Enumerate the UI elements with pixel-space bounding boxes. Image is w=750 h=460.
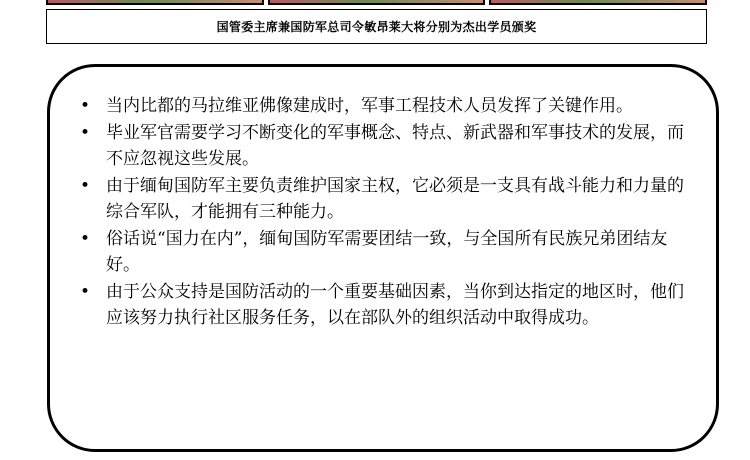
bullet-dot-icon: • <box>80 176 91 196</box>
list-item <box>80 226 700 278</box>
photo-right <box>489 0 707 5</box>
list-item-text: 毕业军官需要学习不断变化的军事概念、特点、新武器和军事技术的发展，而不应忽视这些发展。 <box>106 123 684 169</box>
list-item-text: 由于缅甸国防军主要负责维护国家主权，它必须是一支具有战斗能力和力量的综合军队，才能拥有三种能力。 <box>106 176 684 222</box>
bullet-dot-icon: • <box>80 123 91 143</box>
caption-text: 国管委主席兼国防军总司令敏昂莱大将分别为杰出学员颁奖 <box>216 20 537 34</box>
list-item <box>80 93 700 119</box>
list-item-text: 当内比都的马拉维亚佛像建成时，军事工程技术人员发挥了关键作用。 <box>106 96 633 116</box>
list-item <box>80 279 700 331</box>
photo-left <box>46 0 264 5</box>
bullet-box <box>47 64 719 452</box>
bullet-list <box>80 93 700 332</box>
list-item-text: 由于公众支持是国防活动的一个重要基础因素，当你到达指定的地区时，他们应该努力执行社区服务任务，以在部队外的组织活动中取得成功。 <box>106 282 684 328</box>
bullet-dot-icon: • <box>80 96 91 116</box>
bullet-dot-icon: • <box>80 229 91 249</box>
photo-middle <box>268 0 486 5</box>
list-item <box>80 120 700 172</box>
photo-strip <box>46 0 707 5</box>
bullet-dot-icon: • <box>80 282 91 302</box>
list-item <box>80 173 700 225</box>
photo-caption <box>46 9 707 44</box>
list-item-text: 俗话说“国力在内”，缅甸国防军需要团结一致，与全国所有民族兄弟团结友好。 <box>106 229 668 275</box>
